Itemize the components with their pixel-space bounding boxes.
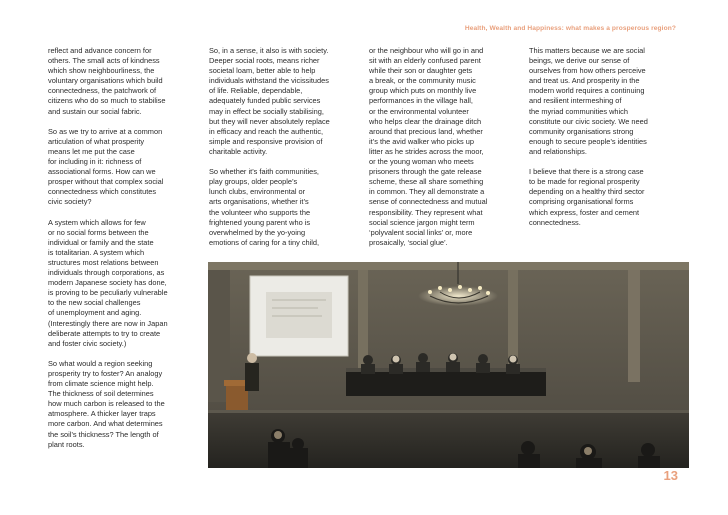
paragraph: I believe that there is a strong case to be made for regional prosperity depending on a healthy third sector comprising organisational forms which express, foster and cement connectedness.	[529, 167, 645, 227]
conference-photo	[208, 262, 689, 468]
text-column-2	[209, 46, 365, 248]
text-column-3	[369, 46, 525, 248]
text-column-4	[529, 46, 689, 228]
paragraph: So what would a region seeking prosperity try to foster? An analogy from climate science might help. The thickness of soil determines how much carbon is released to the atmosphere. A thicker layer traps more carbon. And what determines the soil’s thickness? The length of plant roots.	[48, 358, 165, 449]
running-header: Health, Wealth and Happiness: what makes a prosperous region?	[464, 25, 676, 32]
paragraph: So as we try to arrive at a common articulation of what prosperity means let me put the case for including in it: richness of associational forms. How can we prosper without that complex social connectedness which constitutes civic society?	[48, 126, 164, 207]
paragraph: So whether it’s faith communities, play groups, older people’s lunch clubs, environmental or arts organisations, whether it’s the volunteer who supports the frightened young parent who is overwhelmed by the yo-yoing emotions of caring for a tiny child,	[209, 167, 320, 247]
paragraph: A system which allows for few or no social forms between the individual or family and the state is totalitarian. A system which structures most relations between individuals through corporations, as modern Japanese society has done, is proving to be peculiarly vulnerable to the new social challenges of unemployment and aging. (Interestingly there are now in Japan deliberate attempts to try to create and foster civic society.)	[48, 217, 168, 348]
paragraph: or the neighbour who will go in and sit with an elderly confused parent while their son or daughter gets a break, or the community music group which puts on monthly live performances in the village hall, or the environmental volunteer who helps clear the drainage ditch around that precious land, whether it’s the avid walker who picks up litter as he strides across the moor, or the young woman who meets prisoners through the gate release scheme, these all share something in common. They all demonstrate a sense of connectedness and mutual responsibility. They represent what social science jargon might term ‘polyvalent social links’ or, more prosaically, ‘social glue’.	[369, 46, 488, 247]
paragraph: reflect and advance concern for others. The small acts of kindness which show neighbourliness, the voluntary organisations which build connectedness, the patchwork of citizens who do so much to stabilise and sustain our social fabric.	[48, 46, 166, 116]
paragraph: This matters because we are social beings, we derive our sense of ourselves from how others perceive and treat us. And prosperity in the modern world requires a continuing and resilient intermeshing of the myriad communities which constitute our civic society. We need community organisations strong enough to secure people’s identities and relationships.	[529, 46, 648, 156]
paragraph: So, in a sense, it also is with society. Deeper social roots, means richer societal loam, better able to help individuals withstand the vicissitudes of life. Reliable, dependable, adequately funded public services may in effect be socially stabilising, but they will never absolutely replace in efficacy and reach the authentic, simple and responsive provision of charitable activity.	[209, 46, 330, 156]
text-column-1	[48, 46, 204, 450]
page-number: 13	[663, 468, 678, 483]
